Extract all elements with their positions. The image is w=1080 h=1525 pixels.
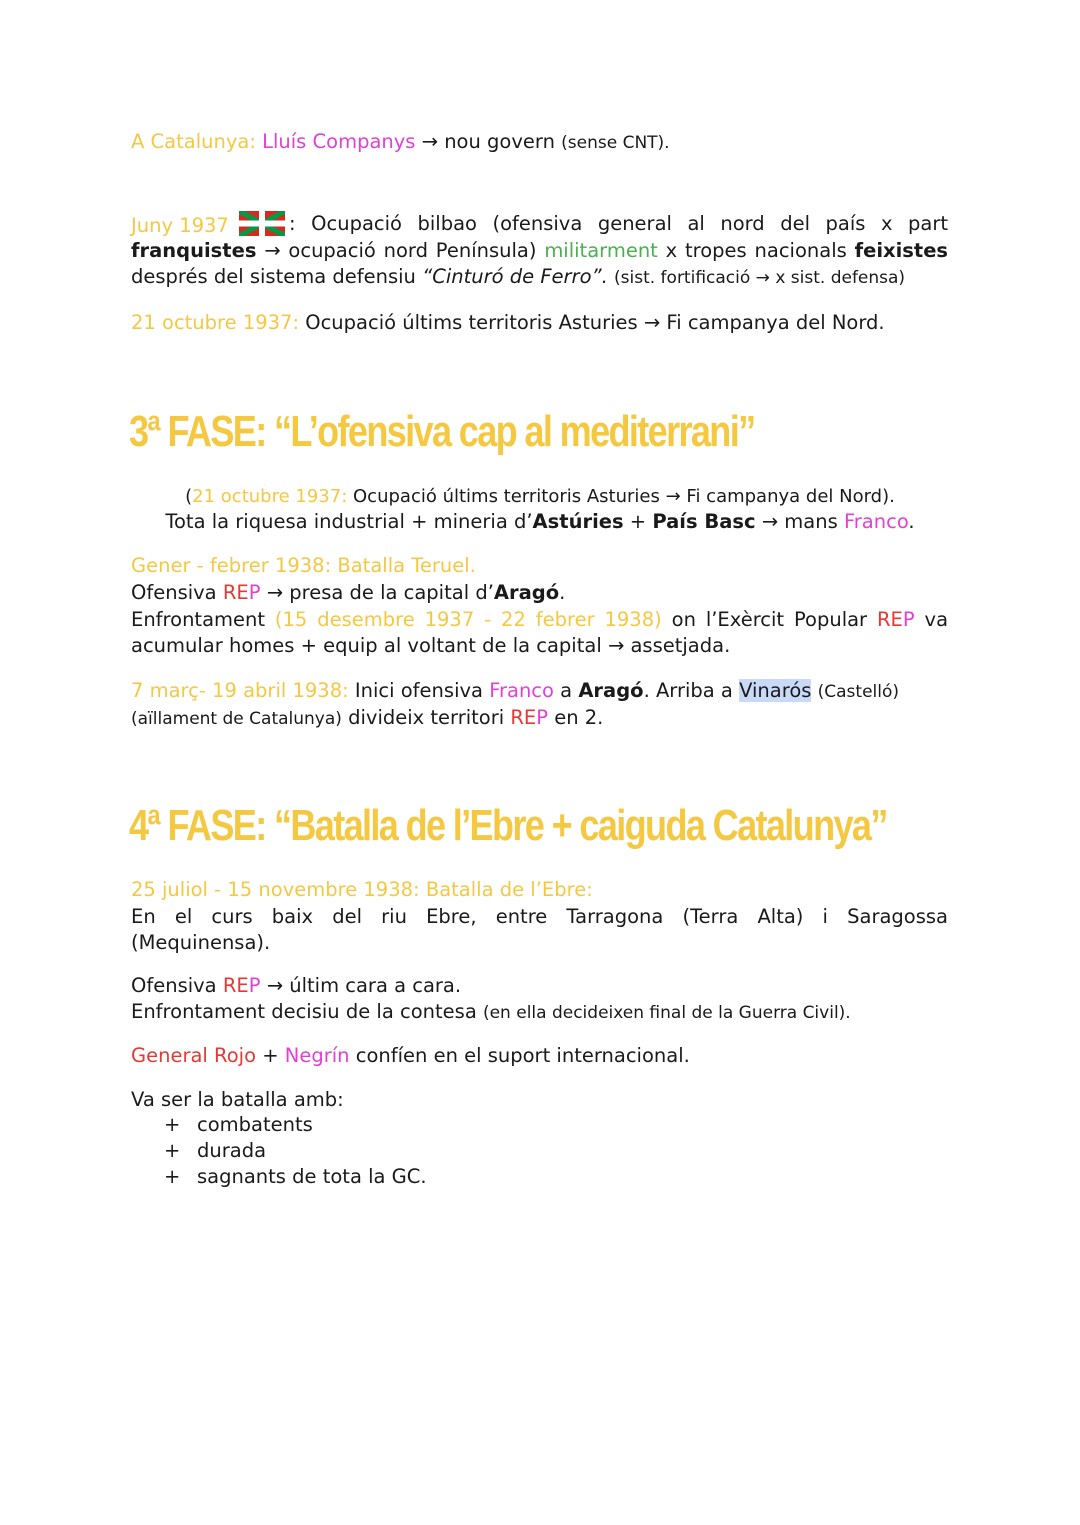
bullet-plus: + (164, 1139, 181, 1162)
juny-line-3: després del sistema defensiu “Cinturó de Ferro”. (sist. fortificació → x sist. defensa) (131, 265, 906, 288)
juny-text: : Ocupació bilbao (ofensiva general al nord del país x part (289, 212, 948, 235)
list-item: durada (197, 1139, 267, 1162)
rep-tag: REP (876, 608, 915, 631)
person-name: Lluís Companys (262, 130, 416, 153)
juny-line (131, 211, 948, 239)
catalunya-text: nou govern (444, 130, 555, 153)
vinaros-highlight: Vinarós (739, 679, 812, 702)
teruel-line-2: Enfrontament (15 desembre 1937 - 22 febrer 1938) on l’Exèrcit Popular REP va (131, 608, 949, 631)
basque-flag-icon (239, 211, 285, 236)
general-line: General Rojo + Negrín confíen en el suport internacional. (131, 1044, 690, 1067)
catalunya-line (131, 129, 948, 156)
juny-line-2: franquistes → ocupació nord Península) militarment x tropes nacionals feixistes (131, 239, 949, 262)
ebre-decisive: Enfrontament decisiu de la contesa (en ella decideixen final de la Guerra Civil). (131, 1000, 851, 1023)
bullet-plus: + (164, 1113, 181, 1136)
ebre-line-2: (Mequinensa). (131, 931, 271, 954)
battle-intro: Va ser la batalla amb: (131, 1088, 344, 1111)
teruel-line-1: Ofensiva REP → presa de la capital d’Aragó. (131, 581, 566, 604)
marc-line-1: 7 març- 19 abril 1938: Inici ofensiva Franco a Aragó. Arriba a Vinarós (Castelló) (131, 679, 900, 702)
list-item: sagnants de tota la GC. (197, 1165, 427, 1188)
phase3-intro-1: (21 octubre 1937: Ocupació últims territoris Asturies → Fi campanya del Nord). (185, 486, 895, 507)
bullet-plus: + (164, 1165, 181, 1188)
ebre-offensive: Ofensiva REP → últim cara a cara. (131, 974, 462, 997)
list-item: combatents (197, 1113, 313, 1136)
phase3-intro-2: Tota la riquesa industrial + mineria d’Astúries + País Basc → mans Franco. (165, 510, 915, 533)
juny-date: Juny 1937 (131, 214, 229, 237)
rep-tag: REP (510, 706, 549, 729)
catalunya-note: (sense CNT). (561, 133, 670, 153)
phase3-heading: 3ª FASE: “L’ofensiva cap al mediterrani” (129, 407, 755, 456)
octubre-line: 21 octubre 1937: Ocupació últims territoris Asturies → Fi campanya del Nord. (131, 311, 885, 334)
teruel-title: Gener - febrer 1938: Batalla Teruel. (131, 554, 476, 577)
teruel-line-3: acumular homes + equip al voltant de la capital → assetjada. (131, 634, 731, 657)
arrow: → (421, 130, 438, 153)
place-label: A Catalunya: (131, 130, 256, 153)
ebre-line-1: En el curs baix del riu Ebre, entre Tarragona (Terra Alta) i Saragossa (131, 905, 948, 928)
marc-line-2: (aïllament de Catalunya) divideix territori REP en 2. (131, 706, 604, 729)
rep-tag: REP (222, 974, 261, 997)
ebre-title: 25 juliol - 15 novembre 1938: Batalla de l’Ebre: (131, 878, 593, 901)
rep-tag: REP (222, 581, 261, 604)
phase4-heading: 4ª FASE: “Batalla de l’Ebre + caiguda Catalunya” (129, 801, 887, 850)
